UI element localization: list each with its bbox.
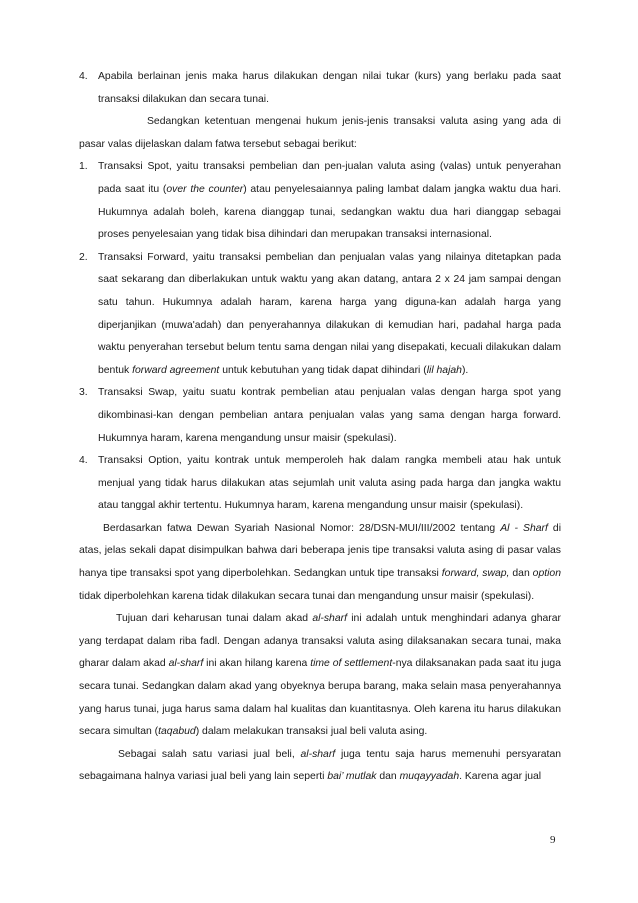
list-number: 4. — [79, 71, 88, 82]
variasi-paragraph: Sebagai salah satu variasi jual beli, al-sharf juga tentu saja harus memenuhi persyaratan sebagaimana halnya variasi jual beli yang lain seperti bai’ mutlak dan muqayyadah. Karena agar jual — [79, 748, 561, 783]
list-number: 2. — [79, 251, 88, 263]
list-item-4-exchange-rate — [79, 66, 561, 111]
list-item-forward: 2. Transaksi Forward, yaitu transaksi pembelian dan penjualan valas yang nilainya ditetapkan pada saat sekarang dan diberlakukan untuk waktu yang akan datang, antara 2 x 24 jam sampai dengan satu tahun. Hukumnya adalah haram, karena harga yang diguna-kan adalah harga yang diperjanjikan (muwa'adah) dan penyerahannya dilakukan di kemudian hari, padahal harga pada waktu penyerahan tersebut belum tentu sama dengan nilai yang disepakati, kecuali dilakukan dalam bentuk forward agreement untuk kebutuhan yang tidak dapat dihindari (lil hajah). — [79, 247, 561, 383]
list-item-option: 4. Transaksi Option, yaitu kontrak untuk memperoleh hak dalam rangka membeli atau hak untuk menjual yang tidak harus dilakukan atas sejumlah unit valuta asing pada harga dan jangka waktu atau tanggal akhir tertentu. Hukumnya haram, karena mengandung unsur maisir (spekulasi). — [79, 450, 561, 518]
list-number: 1. — [79, 161, 88, 173]
list-item-spot: 1. Transaksi Spot, yaitu transaksi pembelian dan pen-jualan valuta asing (valas) untuk penyerahan pada saat itu (over the counter) atau penyelesaiannya paling lambat dalam jangka waktu dua hari. Hukumnya adalah boleh, karena dianggap tunai, sedangkan waktu dua hari dianggap sebagai proses penyelesaian yang tidak bisa dihindari dan merupakan transaksi internasional. — [79, 156, 561, 246]
fatwa-paragraph: Berdasarkan fatwa Dewan Syariah Nasional Nomor: 28/DSN-MUI/III/2002 tentang Al - Sharf di atas, jelas sekali dapat disimpulkan bahwa dari beberapa jenis tipe transaksi valuta asing di pasar valas hanya tipe transaksi spot yang diperbolehkan. Sedangkan untuk tipe transaksi forward, swap, dan option tidak diperbolehkan karena tidak dilakukan secara tunai dan mengandung unsur maisir (spekulasi). — [79, 522, 562, 602]
document-body — [79, 66, 561, 789]
list-item-swap: 3. Transaksi Swap, yaitu suatu kontrak pembelian atau penjualan valas dengan harga spot yang dikombinasi-kan dengan pembelian antara penjualan valas yang sama dengan harga forward. Hukumnya haram, karena mengandung unsur maisir (spekulasi). — [79, 382, 561, 450]
list-text: Apabila berlainan jenis maka harus dilakukan dengan nilai tukar (kurs) yang berlaku pada saat transaksi dilakukan dan secara tunai. — [98, 71, 561, 105]
intro-paragraph: Sedangkan ketentuan mengenai hukum jenis-jenis transaksi valuta asing yang ada di pasar valas dijelaskan dalam fatwa tersebut sebagai berikut: — [79, 116, 561, 150]
list-number: 4. — [79, 455, 88, 467]
tujuan-paragraph: Tujuan dari keharusan tunai dalam akad al-sharf ini adalah untuk menghindari adanya gharar yang terdapat dalam riba fadl. Dengan adanya transaksi valuta asing dilaksanakan secara tunai, maka gharar dalam akad al-sharf ini akan hilang karena time of settlement-nya dilaksanakan pada saat itu juga secara tunai. Sedangkan dalam akad yang obyeknya berupa barang, maka selain masa penyerahannya yang harus tunai, juga harus sama dalam hal kualitas dan kuantitasnya. Oleh karena itu harus dilakukan secara simultan (taqabud) dalam melakukan transaksi jual beli valuta asing. — [79, 613, 561, 738]
page-number: 9 — [550, 834, 556, 846]
list-number: 3. — [79, 387, 88, 399]
